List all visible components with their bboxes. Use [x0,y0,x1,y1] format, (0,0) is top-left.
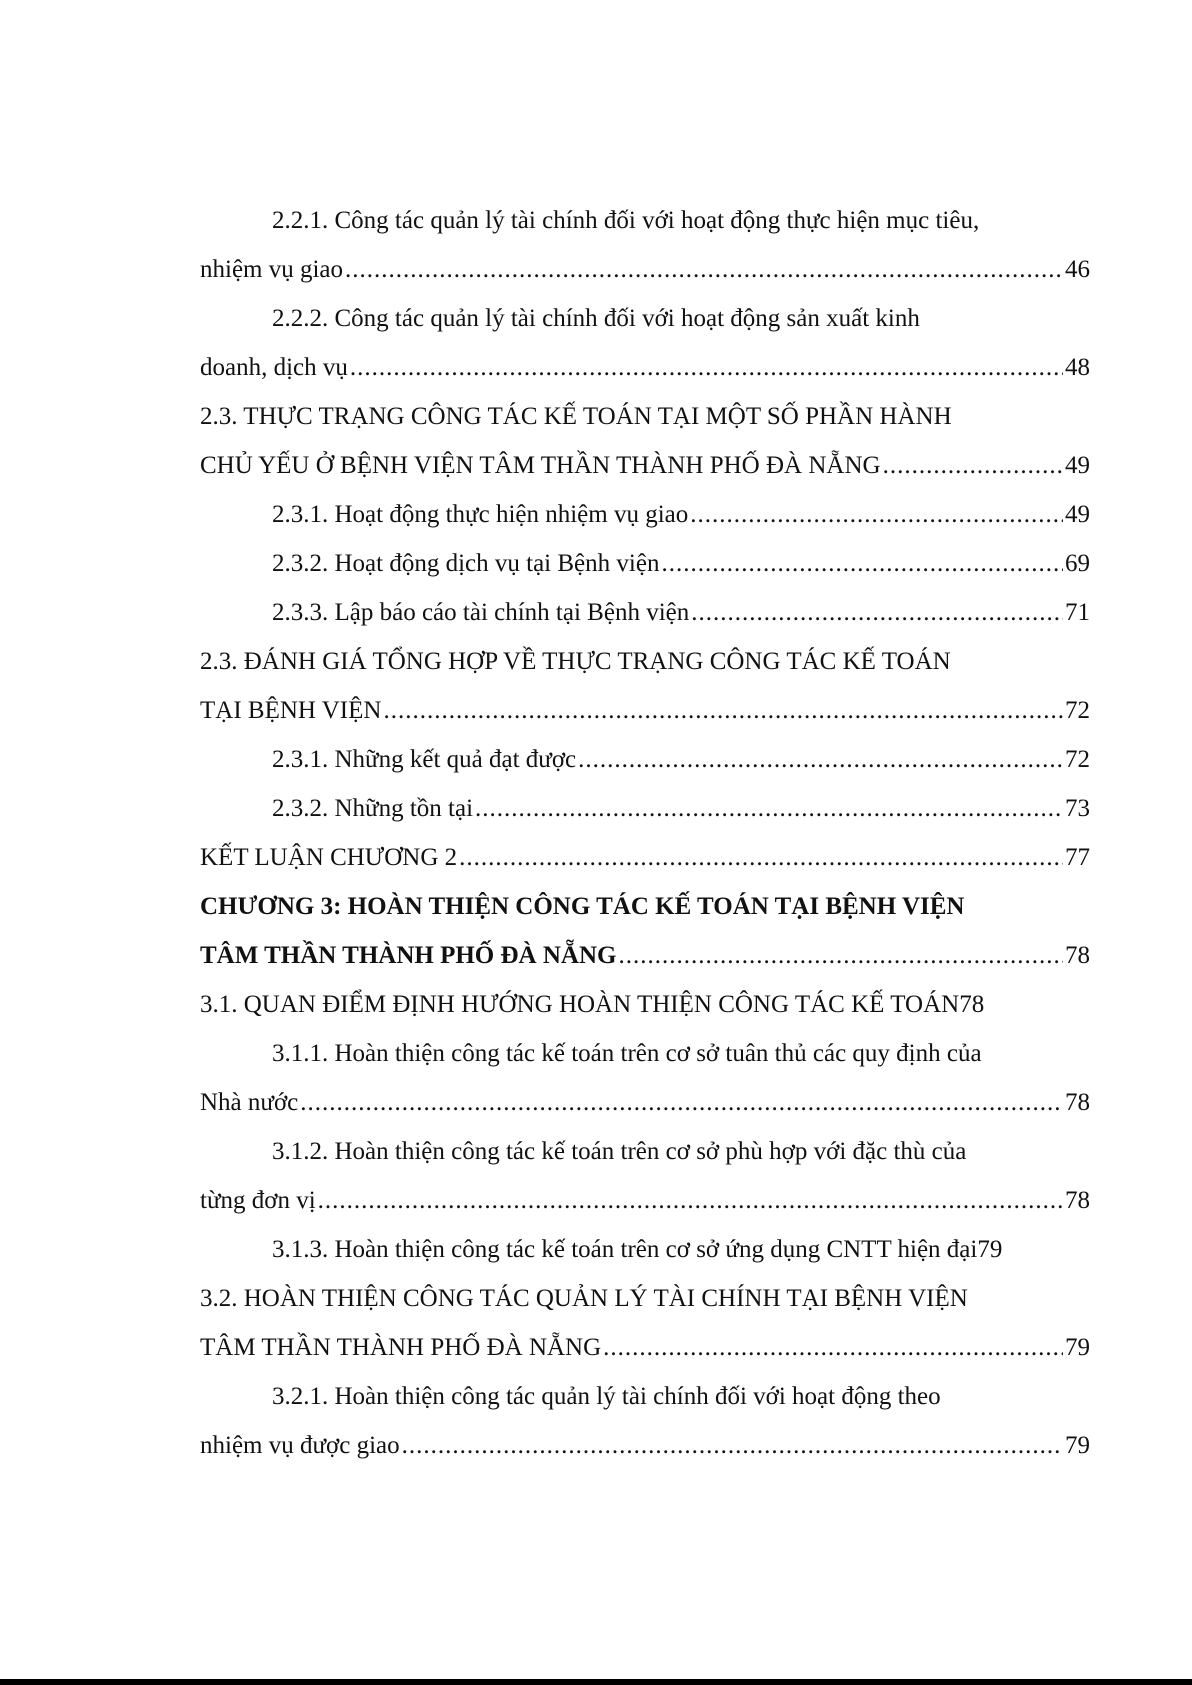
toc-line [200,686,1090,735]
toc-page-number: 71 [1065,599,1090,626]
table-of-contents [200,196,1090,1470]
toc-entry-text: 2.3.1. Những kết quả đạt được [272,746,577,773]
toc-page-number: 72 [1065,746,1090,773]
toc-line [200,882,1090,931]
dot-leader [300,1078,1063,1127]
dot-leader [383,686,1063,735]
dot-leader [402,1421,1063,1470]
toc-line [200,196,1090,245]
toc-page-number: 72 [1065,697,1090,724]
toc-entry-text: 3.1. QUAN ĐIỂM ĐỊNH HƯỚNG HOÀN THIỆN CÔNG TÁC KẾ TOÁN [200,991,960,1018]
toc-entry-text: 2.3.2. Hoạt động dịch vụ tại Bệnh viện [272,550,660,577]
toc-line [200,980,1090,1029]
toc-line [200,1323,1090,1372]
toc-page-number: 78 [1065,1089,1090,1116]
dot-leader [350,343,1063,392]
toc-line [200,1127,1090,1176]
toc-entry-text: 2.3.3. Lập báo cáo tài chính tại Bệnh viện [272,599,690,626]
toc-entry-text: 2.3.2. Những tồn tại [272,795,474,822]
toc-entry-text: 2.2.1. Công tác quản lý tài chính đối với hoạt động thực hiện mục tiêu, [272,207,980,234]
toc-entry-text: CHƯƠNG 3: HOÀN THIỆN CÔNG TÁC KẾ TOÁN TẠI BỆNH VIỆN [200,893,965,920]
toc-entry-text: 2.3. ĐÁNH GIÁ TỔNG HỢP VỀ THỰC TRẠNG CÔNG TÁC KẾ TOÁN [200,648,951,675]
toc-line [200,294,1090,343]
toc-line [200,1029,1090,1078]
toc-page-number: 78 [1065,1187,1090,1214]
toc-line [200,833,1090,882]
toc-page-number: 49 [1065,501,1090,528]
dot-leader [883,441,1063,490]
toc-page-number: 69 [1065,550,1090,577]
page-bottom-edge [0,1679,1192,1685]
toc-page-number: 79 [1065,1334,1090,1361]
toc-entry-text: 3.1.2. Hoàn thiện công tác kế toán trên cơ sở phù hợp với đặc thù của [272,1138,967,1165]
toc-line [200,1372,1090,1421]
toc-line [200,441,1090,490]
toc-line [200,343,1090,392]
toc-entry-text: TẠI BỆNH VIỆN [200,697,382,724]
toc-line [200,588,1090,637]
toc-entry-text: nhiệm vụ giao [200,256,344,283]
toc-entry-text: TÂM THẦN THÀNH PHỐ ĐÀ NẴNG [200,942,617,969]
dot-leader [690,490,1063,539]
toc-page-number: 79 [1065,1432,1090,1459]
dot-leader [459,833,1063,882]
dot-leader [618,931,1063,980]
toc-page-number: 48 [1065,354,1090,381]
toc-entry-text: 2.2.2. Công tác quản lý tài chính đối với hoạt động sản xuất kinh [272,305,920,332]
toc-page-number: 78 [959,991,985,1018]
toc-page-number: 78 [1065,942,1090,969]
toc-page-number: 79 [977,1236,1003,1263]
dot-leader [661,539,1063,588]
toc-page-number: 77 [1065,844,1090,871]
toc-entry-text: Nhà nước [200,1089,299,1116]
toc-entry-text: doanh, dịch vụ [200,354,348,381]
toc-entry-text: nhiệm vụ được giao [200,1432,400,1459]
toc-line [200,735,1090,784]
toc-entry-text: 3.2. HOÀN THIỆN CÔNG TÁC QUẢN LÝ TÀI CHÍNH TẠI BỆNH VIỆN [200,1285,968,1312]
toc-page-number: 73 [1065,795,1090,822]
toc-line [200,539,1090,588]
dot-leader [603,1323,1063,1372]
toc-entry-text: 2.3. THỰC TRẠNG CÔNG TÁC KẾ TOÁN TẠI MỘT SỐ PHẦN HÀNH [200,403,952,430]
toc-entry-text: 3.2.1. Hoàn thiện công tác quản lý tài chính đối với hoạt động theo [272,1383,941,1410]
toc-entry-text: từng đơn vị [200,1187,316,1214]
toc-entry-text: TÂM THẦN THÀNH PHỐ ĐÀ NẴNG [200,1334,602,1361]
dot-leader [691,588,1063,637]
toc-entry-text: KẾT LUẬN CHƯƠNG 2 [200,844,458,871]
toc-entry-text: 3.1.1. Hoàn thiện công tác kế toán trên cơ sở tuân thủ các quy định của [272,1040,982,1067]
toc-line [200,637,1090,686]
toc-entry-text: 3.1.3. Hoàn thiện công tác kế toán trên cơ sở ứng dụng CNTT hiện đại [272,1236,978,1263]
dot-leader [578,735,1063,784]
toc-line [200,490,1090,539]
toc-line [200,1225,1090,1274]
toc-page-number: 49 [1065,452,1090,479]
toc-line [200,784,1090,833]
dot-leader [345,245,1063,294]
toc-line [200,1421,1090,1470]
toc-line [200,392,1090,441]
toc-line [200,1176,1090,1225]
dot-leader [318,1176,1063,1225]
toc-entry-text: 2.3.1. Hoạt động thực hiện nhiệm vụ giao [272,501,689,528]
toc-entry-text: CHỦ YẾU Ở BỆNH VIỆN TÂM THẦN THÀNH PHỐ ĐÀ NẴNG [200,452,881,479]
dot-leader [475,784,1063,833]
toc-page-number: 46 [1065,256,1090,283]
toc-line [200,931,1090,980]
toc-line [200,1274,1090,1323]
toc-line [200,245,1090,294]
toc-line [200,1078,1090,1127]
